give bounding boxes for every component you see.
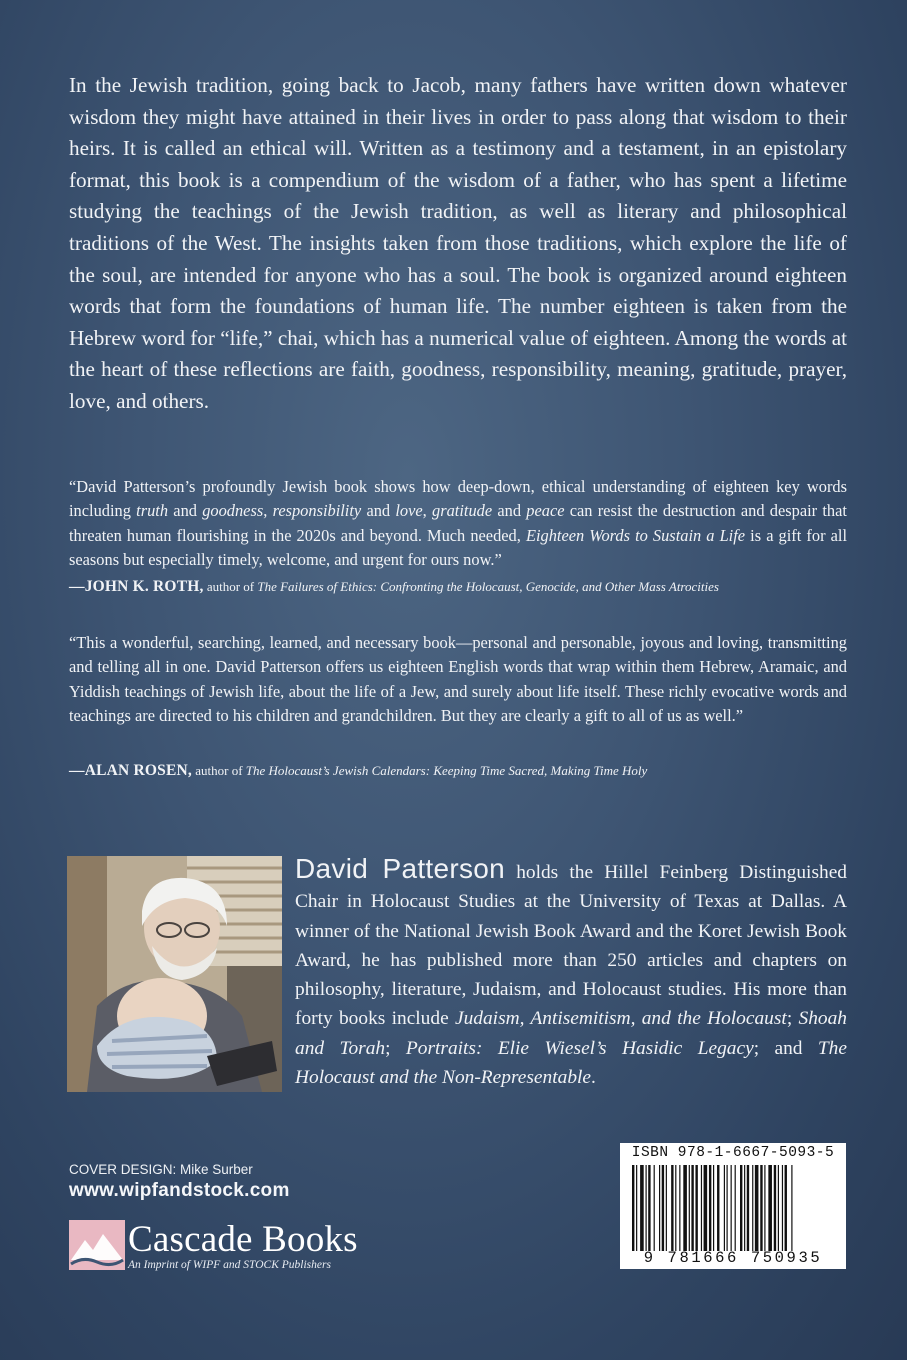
barcode-bar — [691, 1165, 693, 1251]
barcode-bar — [724, 1165, 725, 1251]
italic-text-run: gratitude — [432, 501, 493, 521]
endorser-book-title: The Failures of Ethics: Confronting the Holocaust, Genocide, and Other Mass Atrocities — [257, 579, 719, 594]
endorser-dash: — — [69, 578, 85, 595]
cover-design-credit: COVER DESIGN: Mike Surber — [69, 1162, 253, 1177]
endorsement-roth-attribution — [69, 578, 859, 596]
author-photo — [67, 856, 282, 1092]
author-name: David Patterson — [295, 853, 506, 884]
author-bio-text — [295, 862, 847, 1088]
text-run: . — [591, 1067, 596, 1089]
italic-text-run: Shoah and Torah — [295, 1008, 847, 1059]
barcode-bar — [717, 1165, 719, 1251]
endorsement-roth-quote — [69, 475, 847, 572]
barcode-bar — [683, 1165, 687, 1251]
endorser-name: JOHN K. ROTH, — [84, 578, 204, 595]
barcode-bar — [791, 1165, 792, 1251]
barcode-bar — [675, 1165, 676, 1251]
author-bio — [295, 854, 847, 1092]
text-run: , — [422, 501, 433, 521]
publisher-name: Cascade Books — [128, 1219, 358, 1260]
endorser-book-title: The Holocaust’s Jewish Calendars: Keeping Time Sacred, Making Time Holy — [245, 763, 648, 778]
endorsement-rosen-quote — [69, 631, 847, 728]
text-run: and — [361, 501, 396, 521]
barcode-bar — [785, 1165, 787, 1251]
text-run: “This a wonderful, searching, learned, and necessary book—personal and personable, joyous and loving, transmitting and telling all in one. David Patterson offers us eighteen English words that wrap within them Hebrew, Aramaic, and Yiddish teachings of Jewish life, about the life of a Jew, and surely about life itself. These richly evocative words and teachings are directed to his children and grandchildren. But they are clearly a gift to all of us as well.” — [69, 633, 847, 725]
publisher-imprint: An Imprint of WIPF and STOCK Publishers — [128, 1259, 331, 1271]
barcode-bar — [760, 1165, 762, 1251]
isbn-barcode — [620, 1143, 846, 1269]
text-run: ; and — [753, 1037, 818, 1059]
text-run: ; — [385, 1037, 406, 1059]
barcode-bar — [666, 1165, 667, 1251]
barcode-bar — [640, 1165, 644, 1251]
isbn-label: ISBN 978-1-6667-5093-5 — [631, 1145, 835, 1161]
italic-text-run: The Holocaust and the Non-Representable — [295, 1037, 847, 1089]
barcode-bar — [654, 1165, 655, 1251]
text-run: and — [492, 501, 527, 521]
barcode-bar — [752, 1165, 753, 1251]
barcode-bar — [744, 1165, 745, 1251]
italic-text-run: truth — [136, 501, 169, 521]
barcode-bar — [648, 1165, 650, 1251]
barcode-bar — [768, 1165, 772, 1251]
barcode-bar — [636, 1165, 637, 1251]
endorser-dash: — — [69, 762, 85, 779]
barcode-bar — [632, 1165, 634, 1251]
barcode-bar — [713, 1165, 714, 1251]
barcode-bar — [659, 1165, 660, 1251]
barcode-bar — [695, 1165, 697, 1251]
cascade-mountain-logo-icon — [69, 1220, 125, 1270]
barcode-bar — [709, 1165, 711, 1251]
barcode-bar — [679, 1165, 680, 1251]
text-run: is a gift for all seasons but especially timely, welcome, and urgent for ours now.” — [69, 525, 848, 569]
barcode-bar — [689, 1165, 690, 1251]
italic-text-run: responsibility — [272, 501, 362, 521]
italic-text-run: goodness — [202, 501, 264, 521]
publisher-website[interactable]: www.wipfandstock.com — [69, 1180, 290, 1201]
endorser-author-of: author of — [191, 763, 246, 778]
italic-text-run: peace — [526, 501, 565, 521]
barcode-bar — [774, 1165, 776, 1251]
italic-text-run: Portraits: Elie Wiesel’s Hasidic Legacy — [405, 1037, 754, 1059]
italic-text-run: Judaism, Antisemitism, and the Holocaust — [454, 1008, 787, 1030]
text-run: , — [263, 501, 273, 521]
text-run: ; — [786, 1008, 799, 1030]
barcode-bar — [701, 1165, 702, 1251]
barcode-bar — [646, 1165, 647, 1251]
barcode-bar — [782, 1165, 783, 1251]
italic-text-run: Eighteen Words to Sustain a Life — [525, 525, 746, 545]
text-run: can resist the destruction and despair that threaten human flourishing in the 2020s and beyond. Much needed, — [69, 501, 847, 545]
italic-text-run: love — [395, 501, 423, 521]
barcode-bar — [735, 1165, 736, 1251]
barcode-bar — [727, 1165, 728, 1251]
text-run: holds the Hillel Feinberg Distinguished Chair in Holocaust Studies at the University of Texas at Dallas. A winner of the National Jewish Book Award and the Koret Jewish Book Award, he has published more than 250 articles and chapters on philosophy, literature, Judaism, and Holocaust studies. His more than forty books include — [295, 862, 847, 1030]
text-run: and — [168, 501, 203, 521]
barcode-bar — [740, 1165, 742, 1251]
isbn-digits: 9 781666 750935 — [643, 1249, 823, 1267]
back-cover-blurb: In the Jewish tradition, going back to Jacob, many fathers have written down whatever wisdom they might have attained in their lives in order to pass along that wisdom to their heirs. It is called an ethical will. Written as a testimony and a testament, in an epistolary format, this book is a compendium of the wisdom of a father, who has spent a lifetime studying the teachings of the Jewish tradition, as well as literary and philosophical traditions of the West. The insights taken from those traditions, which explore the life of the soul, are intended for anyone who has a soul. The book is organized around eighteen words that form the foundations of human life. The number eighteen is taken from the Hebrew word for “life,” chai, which has a numerical value of eighteen. Among the words at the heart of these reflections are faith, goodness, responsibility, meaning, gratitude, prayer, love, and others. — [69, 73, 847, 413]
endorsement-rosen-attribution — [69, 762, 859, 780]
barcode-bar — [755, 1165, 759, 1251]
endorser-author-of: author of — [203, 579, 258, 594]
barcode-bars — [632, 1165, 837, 1251]
endorser-name: ALAN ROSEN, — [84, 762, 192, 779]
text-run: “David Patterson’s profoundly Jewish book shows how deep-down, ethical understanding of eighteen key words including — [69, 477, 847, 521]
barcode-bar — [671, 1165, 673, 1251]
barcode-bar — [704, 1165, 708, 1251]
barcode-bar — [764, 1165, 765, 1251]
barcode-bar — [731, 1165, 732, 1251]
barcode-bar — [662, 1165, 664, 1251]
author-photo-illustration — [67, 856, 282, 1092]
barcode-bar — [778, 1165, 779, 1251]
barcode-bar — [747, 1165, 749, 1251]
